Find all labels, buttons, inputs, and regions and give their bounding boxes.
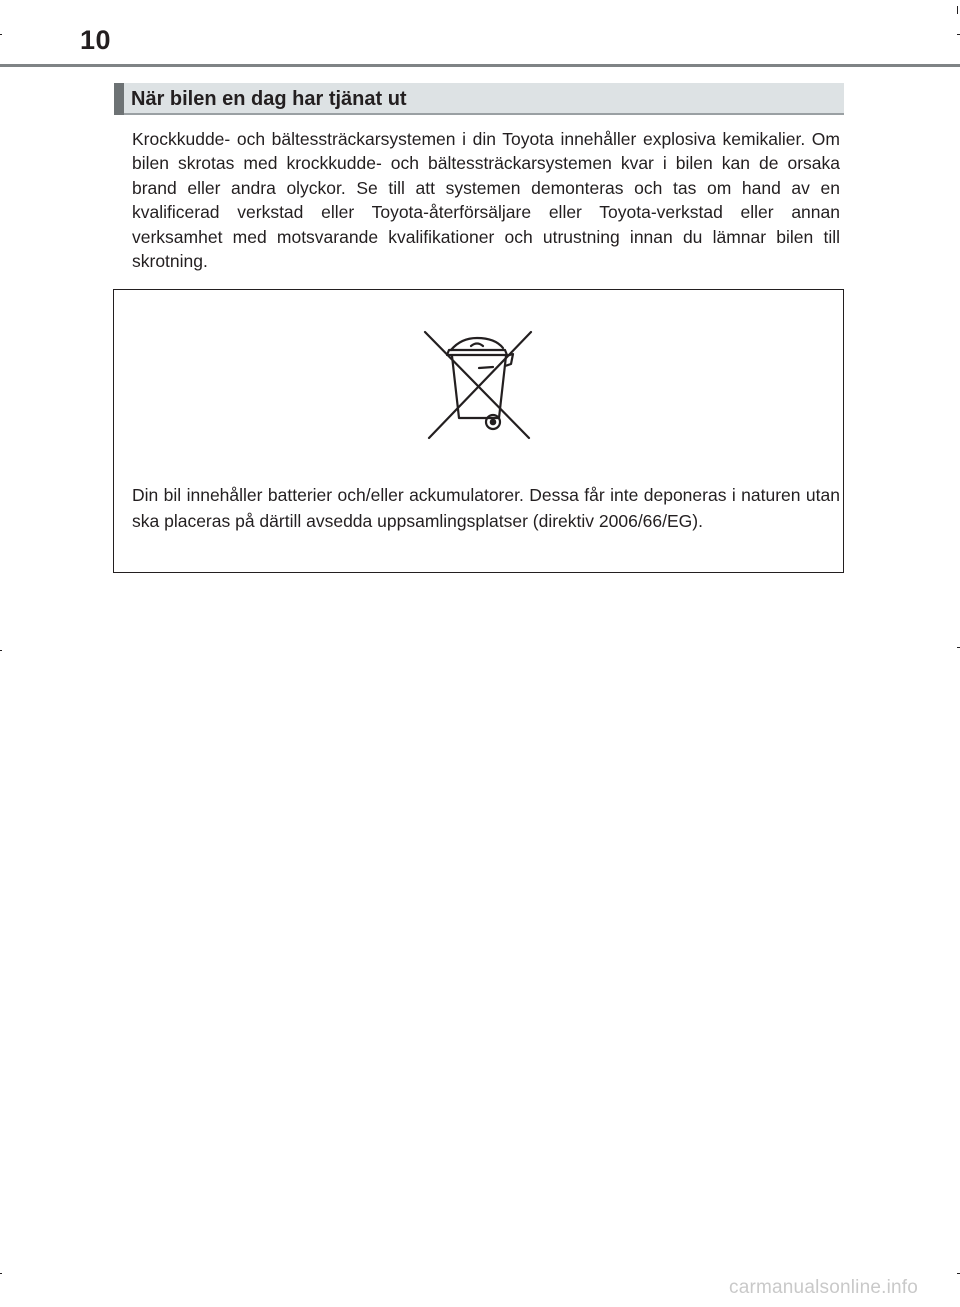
crop-mark-top-left [0, 34, 2, 35]
crossed-out-wheelie-bin-icon [421, 326, 535, 440]
body-paragraph: Krockkudde- och bältessträckarsystemen i din Toyota innehåller explosiva kemikalier. Om bilen skrotas med krockkudde- och bältessträckarsystemen kvar i bilen kan de orsaka brand eller andra olyckor. Se till att systemen demonteras och tas om hand av en kvalificerad verkstad eller Toyota-återförsäljare eller Toyota-verkstad eller annan verksamhet med motsvarande kvalifikationer och utrustning innan du lämnar bilen till skrotning. [132, 129, 840, 272]
crop-mark-top-right [957, 6, 958, 14]
section-header [114, 83, 844, 115]
section-title: När bilen en dag har tjänat ut [131, 88, 407, 110]
header-rule [0, 64, 960, 67]
section-header-bar [114, 83, 124, 115]
battery-notice-text: Din bil innehåller batterier och/eller ackumulatorer. Dessa får inte deponeras i naturen utan ska placeras på därtill avsedda uppsamlingsplatser (direktiv 2006/66/EG). [132, 485, 840, 531]
battery-notice-box [113, 289, 844, 573]
page-number: 10 [80, 25, 112, 55]
crop-mark-bottom-left [0, 1273, 2, 1274]
watermark: carmanualsonline.info [729, 1277, 919, 1298]
crop-mark-middle-left [0, 650, 2, 651]
